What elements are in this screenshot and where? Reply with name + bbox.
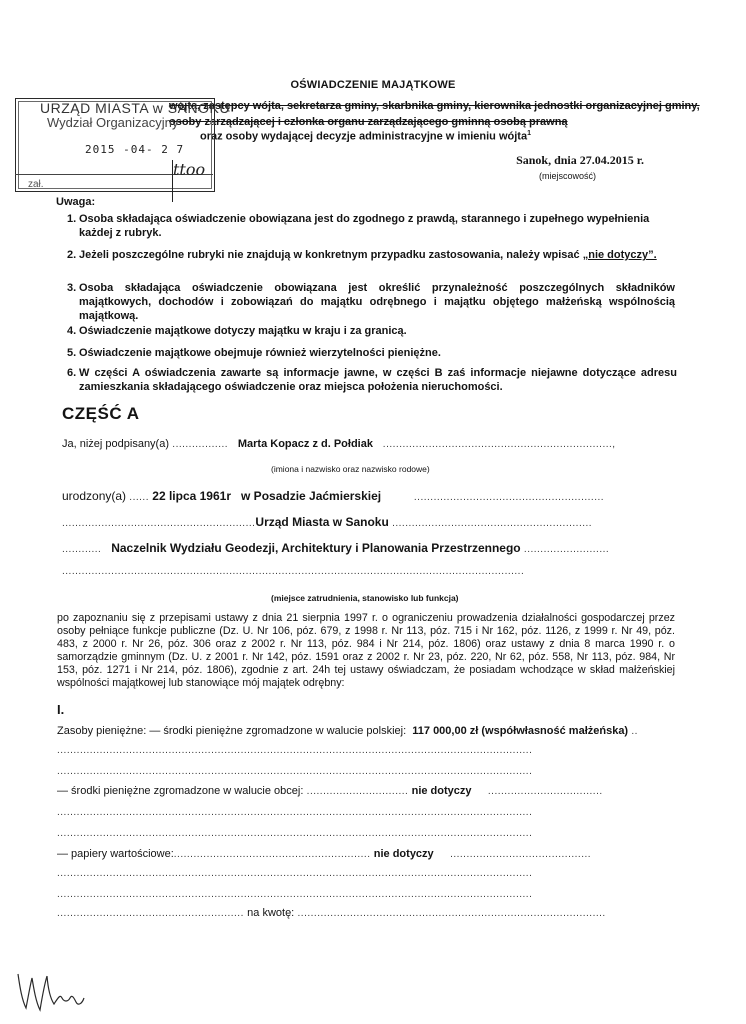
part-one-heading: I.	[57, 702, 65, 717]
note-number: 2.	[67, 249, 77, 261]
blank-line: .................................................................................................................................................	[57, 889, 533, 900]
note-3	[67, 281, 675, 323]
stamp-department: Wydział Organizacyjny	[47, 115, 179, 130]
stamp-signature: ttoo	[173, 160, 206, 179]
notes-heading: Uwaga:	[56, 196, 96, 208]
resources-line: Zasoby pieniężne: — środki pieniężne zgromadzone w walucie polskiej: 117 000,00 zł (współwłasność małżeńska) ..	[57, 725, 638, 737]
resources-value: 117 000,00 zł (współwłasność małżeńska)	[412, 725, 629, 737]
note-text: Osoba składająca oświadczenie obowiązana jest do zgodnego z prawdą, starannego i zupełnego wypełnienia każdej z rubryk.	[79, 213, 650, 239]
note-text: W części A oświadczenia zawarte są informacje jawne, w części B zaś informacje niejawne dotyczące adresu zamieszkania składającego oświadczenie oraz miejsca położenia nieruchomości.	[79, 367, 677, 393]
note-text: Oświadczenie majątkowe obejmuje również wierzytelności pieniężne.	[79, 347, 441, 359]
note-number: 3.	[67, 282, 77, 294]
securities-value: nie dotyczy	[373, 848, 434, 860]
place-date: Sanok, dnia 27.04.2015 r.	[516, 153, 644, 167]
header-line-1-text: wójta, zastępcy wójta, sekretarza gminy, skarbnika gminy, kierownika jednostki organizacyjnej gminy,	[169, 100, 700, 112]
header-line-3	[200, 130, 531, 143]
blank-line: .................................................................................................................................................	[57, 745, 533, 756]
note-number: 6.	[67, 367, 77, 379]
note-underlined-text: „nie dotyczy”.	[582, 249, 657, 261]
law-paragraph: po zapoznaniu się z przepisami ustawy z dnia 21 sierpnia 1997 r. o ograniczeniu prowadzenia działalności gospodarczej przez osoby pełniące funkcje publiczne (Dz. U. Nr 106, póz. 679, z 1998 r. Nr 113, póz. 715 i Nr 162, póz. 1126, z 1999 r. Nr 49, póz. 483, z 2000 r. Nr 26, póz. 306 oraz z 2002 r. Nr 113, póz. 984 i Nr 214, póz. 1806) oraz ustawy z dnia 8 marca 1990 r. o samorządzie gminnym (Dz. U. z 2001 r. Nr 142, póz. 1591 oraz z 2002 r. Nr 23, póz. 220, Nr 62, póz. 558, Nr 113, póz. 984, Nr 153, póz. 1271 i Nr 214, póz. 1806), zgodnie z art. 24h tej ustawy oświadczam, że posiadam wchodzące w skład małżeńskiej wspólności majątkowej lub stanowiące mój majątek odrębny:	[57, 612, 675, 690]
resources-label: Zasoby pieniężne: — środki pieniężne zgromadzone w walucie polskiej:	[57, 725, 407, 737]
header-line-2	[169, 116, 568, 128]
section-a-heading: CZĘŚĆ A	[62, 404, 140, 423]
note-1	[67, 212, 679, 240]
stamp-date: 2015 -04- 2 7	[85, 143, 185, 156]
foreign-currency-line: — środki pieniężne zgromadzone w walucie obcej: ............................... nie dotyczy ...................................	[57, 785, 603, 797]
employer-line: ...........................................................Urząd Miasta w Sanoku .............................................................	[62, 515, 593, 529]
note-2	[67, 248, 689, 262]
employer: Urząd Miasta w Sanoku	[255, 515, 389, 529]
amount-label: na kwotę:	[247, 907, 295, 919]
employment-caption: (miejsce zatrudnienia, stanowisko lub funkcja)	[271, 593, 459, 603]
note-4	[67, 324, 679, 338]
note-number: 5.	[67, 347, 77, 359]
born-date: 22 lipca 1961r	[152, 489, 231, 503]
footnote-mark: 1	[527, 130, 531, 137]
name-caption: (imiona i nazwisko oraz nazwisko rodowe)	[271, 464, 430, 474]
amount-line: ......................................................... na kwotę: ..............................................................................................	[57, 907, 606, 919]
header-line-1	[169, 100, 700, 112]
birth-line: urodzony(a) ...... 22 lipca 1961r w Posadzie Jaćmierskiej ..........................................................	[62, 489, 605, 503]
position: Naczelnik Wydziału Geodezji, Architektury i Planowania Przestrzennego	[111, 541, 521, 555]
blank-line: .................................................................................................................................................	[57, 868, 533, 879]
note-text: Jeżeli poszczególne rubryki nie znajdują w konkretnym przypadku zastosowania, należy wpisać	[79, 249, 583, 261]
note-text: Oświadczenie majątkowe dotyczy majątku w kraju i za granicą.	[79, 325, 407, 337]
blank-line: .............................................................................................................................................	[62, 566, 525, 577]
note-text: Osoba składająca oświadczenie obowiązana jest określić przynależność poszczególnych składników majątkowych, dochodów i zobowiązań do majątku odrębnego i majątku objętego małżeńską wspólnością majątkową.	[79, 282, 675, 322]
note-number: 4.	[67, 325, 77, 337]
blank-line: .................................................................................................................................................	[57, 766, 533, 777]
stamp-office-name: URZĄD MIASTA w SANOKU	[40, 100, 230, 116]
blank-line: .................................................................................................................................................	[57, 828, 533, 839]
header-line-2-text: osoby zarządzającej i członka organu zarządzającego gminną osobą prawną	[169, 116, 568, 128]
declarant-label: Ja, niżej podpisany(a)	[62, 438, 170, 450]
note-number: 1.	[67, 213, 77, 225]
foreign-label: — środki pieniężne zgromadzone w walucie obcej:	[57, 785, 304, 797]
declarant-line: Ja, niżej podpisany(a) ................. Marta Kopacz z d. Połdiak ......................................................................,	[62, 438, 616, 450]
born-label: urodzony(a)	[62, 489, 127, 503]
stamp-attachment-label: zał.	[28, 179, 44, 190]
declarant-name: Marta Kopacz z d. Połdiak	[237, 438, 373, 450]
blank-line: .................................................................................................................................................	[57, 807, 533, 818]
place-caption: (miejscowość)	[538, 171, 596, 181]
note-6	[67, 366, 677, 394]
position-line: ............ Naczelnik Wydziału Geodezji, Architektury i Planowania Przestrzennego ..........................	[62, 541, 610, 555]
securities-line: — papiery wartościowe:............................................................ nie dotyczy ...........................................	[57, 848, 592, 860]
document-title: OŚWIADCZENIE MAJĄTKOWE	[290, 79, 456, 91]
note-5	[67, 346, 679, 360]
handwritten-initials	[14, 968, 94, 1016]
foreign-value: nie dotyczy	[411, 785, 472, 797]
securities-label: — papiery wartościowe:	[57, 848, 174, 860]
header-line-3-text: oraz osoby wydającej decyzje administracyjne w imieniu wójta	[200, 130, 528, 143]
born-place: w Posadzie Jaćmierskiej	[241, 489, 382, 503]
